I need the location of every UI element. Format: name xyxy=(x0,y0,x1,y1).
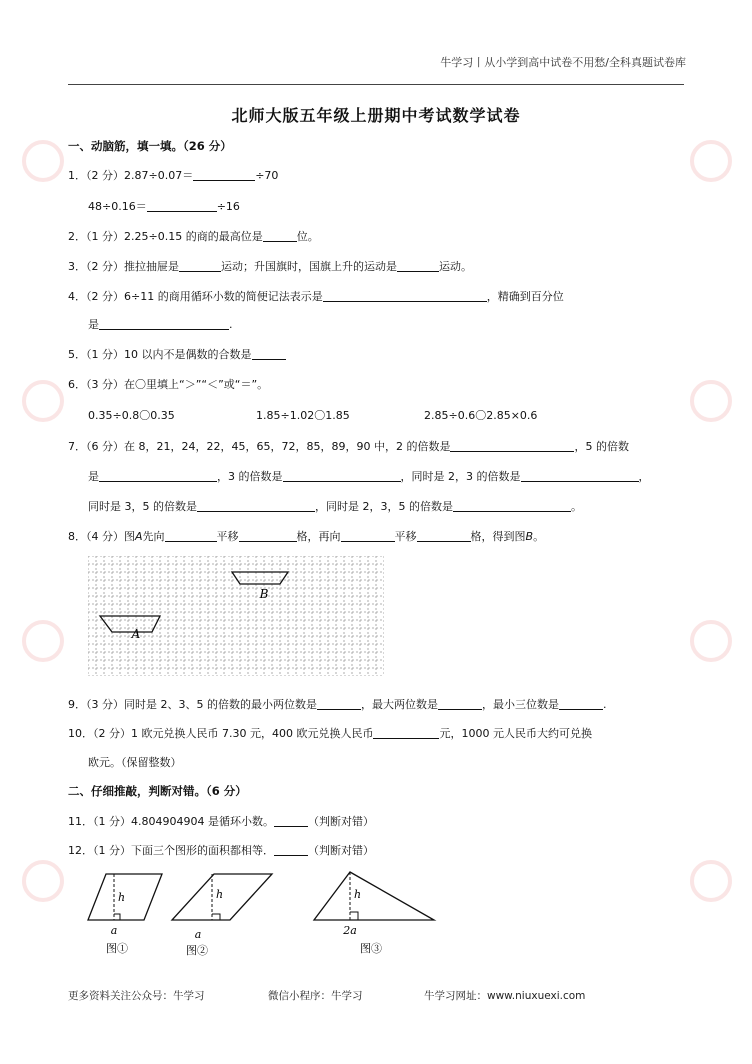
question-7-part4: ，3 的倍数是 xyxy=(217,470,283,483)
right-angle-mark-3 xyxy=(350,912,358,920)
section-heading-1: 一、动脑筋，填一填。（26 分） xyxy=(68,139,232,153)
question-8-part5: 平移 xyxy=(394,530,417,543)
answer-blank[interactable] xyxy=(274,814,308,827)
question-3 xyxy=(68,258,472,274)
question-3-part1: 3．（2 分）推拉抽屉是 xyxy=(68,260,179,273)
question-4-line2 xyxy=(88,316,233,332)
question-1a-left: 1．（2 分）2.87÷0.07＝ xyxy=(68,169,194,182)
question-10-line1 xyxy=(68,725,592,741)
question-7-line2 xyxy=(88,468,650,484)
question-5 xyxy=(68,346,286,362)
question-7-part3: 是 xyxy=(88,470,99,483)
question-2 xyxy=(68,228,319,244)
question-8-part4: 格，再向 xyxy=(296,530,341,543)
question-4-part4: . xyxy=(229,318,233,331)
question-6: 6．（3 分）在〇里填上“＞”“＜”或“＝”。 xyxy=(68,378,269,391)
question-6-compare-2: 1.85÷1.02〇1.85 xyxy=(256,409,350,422)
figure-a-ref: A xyxy=(135,530,143,543)
figure-a-label: A xyxy=(131,627,141,641)
watermark-logo xyxy=(690,620,732,662)
question-12 xyxy=(68,842,374,858)
question-1b-left: 48÷0.16＝ xyxy=(88,200,147,213)
watermark-logo xyxy=(22,380,64,422)
figure-b-ref: B xyxy=(525,530,534,543)
question-1a-right: ÷70 xyxy=(255,169,279,182)
question-5-text: 5．（1 分）10 以内不是偶数的合数是 xyxy=(68,348,252,361)
answer-blank[interactable] xyxy=(99,317,229,330)
watermark-logo xyxy=(690,140,732,182)
question-2-right: 位。 xyxy=(296,230,319,243)
trapezoid-a xyxy=(100,616,160,632)
answer-blank[interactable] xyxy=(197,499,315,512)
question-7-part7: 同时是 3，5 的倍数是 xyxy=(88,500,197,513)
answer-blank[interactable] xyxy=(165,529,217,542)
answer-blank[interactable] xyxy=(239,529,297,542)
watermark-logo xyxy=(22,620,64,662)
question-11 xyxy=(68,813,374,829)
answer-blank[interactable] xyxy=(147,199,217,212)
answer-blank[interactable] xyxy=(179,259,221,272)
watermark-logo xyxy=(22,140,64,182)
question-8-part3: 平移 xyxy=(216,530,239,543)
right-angle-mark-2 xyxy=(212,914,220,920)
question-8-part1: 8．（4 分）图 xyxy=(68,530,135,543)
area-figures xyxy=(84,864,444,960)
question-9-part3: ，最小三位数是 xyxy=(481,698,559,711)
question-6-compare-3: 2.85÷0.6〇2.85×0.6 xyxy=(424,409,538,422)
answer-blank[interactable] xyxy=(99,469,217,482)
question-11-left: 11．（1 分）4.804904904 是循环小数。 xyxy=(68,815,274,828)
answer-blank[interactable] xyxy=(317,697,361,710)
question-1b-right: ÷16 xyxy=(216,200,240,213)
figure-b-label: B xyxy=(259,587,269,601)
answer-blank[interactable] xyxy=(397,259,439,272)
question-7-part2: ，5 的倍数 xyxy=(574,440,629,453)
height-label-3: h xyxy=(354,888,362,901)
answer-blank[interactable] xyxy=(417,529,471,542)
question-9-part4: . xyxy=(602,698,607,711)
question-10-part1: 10．（2 分）1 欧元兑换人民币 7.30 元，400 欧元兑换人民币 xyxy=(68,727,374,740)
height-label-1: h xyxy=(118,891,126,904)
answer-blank[interactable] xyxy=(373,726,439,739)
height-label-2: h xyxy=(216,888,224,901)
watermark-logo xyxy=(690,380,732,422)
base-label-1: a xyxy=(110,924,118,937)
question-2-left: 2．（1 分）2.25÷0.15 的商的最高位是 xyxy=(68,230,263,243)
question-8-part7: 。 xyxy=(533,530,545,543)
question-7-part8: ，同时是 2，3，5 的倍数是 xyxy=(315,500,453,513)
base-label-2: a xyxy=(194,928,202,941)
question-9-part1: 9．（3 分）同时是 2、3、5 的倍数的最小两位数是 xyxy=(68,698,317,711)
answer-blank[interactable] xyxy=(283,469,401,482)
figure-caption-1: 图① xyxy=(106,942,128,955)
watermark-logo xyxy=(22,860,64,902)
question-1b xyxy=(88,198,240,214)
figure-caption-3: 图③ xyxy=(360,942,382,955)
figure-caption-2: 图② xyxy=(186,944,208,957)
question-4-line1 xyxy=(68,288,564,304)
question-8 xyxy=(68,528,544,544)
answer-blank[interactable] xyxy=(341,529,395,542)
answer-blank[interactable] xyxy=(193,168,255,181)
answer-blank[interactable] xyxy=(252,347,286,360)
footer-wechat-account: 更多资料关注公众号：牛学习 xyxy=(68,990,205,1002)
base-label-3: 2a xyxy=(343,924,357,937)
question-9-part2: ，最大两位数是 xyxy=(360,698,438,711)
question-10-part2: 元，1000 元人民币大约可兑换 xyxy=(439,727,592,740)
question-9 xyxy=(68,696,606,712)
header-brand: 牛学习丨从小学到高中试卷不用愁/全科真题试卷库 xyxy=(440,56,686,69)
right-angle-mark-1 xyxy=(114,914,120,920)
answer-blank[interactable] xyxy=(323,289,487,302)
question-10-line2: 欧元。（保留整数） xyxy=(88,756,182,769)
question-12-right: （判断对错） xyxy=(308,844,374,857)
answer-blank[interactable] xyxy=(274,843,308,856)
answer-blank[interactable] xyxy=(438,697,482,710)
answer-blank[interactable] xyxy=(453,499,571,512)
answer-blank[interactable] xyxy=(559,697,603,710)
question-8-part2: 先向 xyxy=(142,530,165,543)
question-7-part9: 。 xyxy=(571,500,582,513)
page-title: 北师大版五年级上册期中考试数学试卷 xyxy=(231,106,521,125)
translation-grid-figure xyxy=(88,556,384,676)
question-3-part3: 运动。 xyxy=(439,260,472,273)
question-7-line1 xyxy=(68,438,629,454)
answer-blank[interactable] xyxy=(450,439,574,452)
watermark-logo xyxy=(690,860,732,902)
question-8-part6: 格，得到图 xyxy=(470,530,526,543)
question-7-part1: 7．（6 分）在 8，21，24，22，45，65，72，85，89，90 中，2 的倍数是 xyxy=(68,440,451,453)
answer-blank[interactable] xyxy=(521,469,639,482)
question-7-part6: ， xyxy=(638,470,650,483)
answer-blank[interactable] xyxy=(263,229,297,242)
question-3-part2: 运动；升国旗时，国旗上升的运动是 xyxy=(221,260,397,273)
question-4-part2: ，精确到百分位 xyxy=(486,290,564,303)
question-11-right: （判断对错） xyxy=(307,815,374,828)
section-heading-2: 二、仔细推敲，判断对错。（6 分） xyxy=(68,784,247,798)
question-1a xyxy=(68,167,278,183)
question-7-line3 xyxy=(88,498,582,514)
question-4-part3: 是 xyxy=(88,318,99,331)
question-6-compare-1: 0.35÷0.8〇0.35 xyxy=(88,409,175,422)
question-4-part1: 4．（2 分）6÷11 的商用循环小数的简便记法表示是 xyxy=(68,290,323,303)
header-divider xyxy=(68,84,684,85)
question-7-part5: ，同时是 2，3 的倍数是 xyxy=(400,470,521,483)
footer-website[interactable]: 牛学习网址：www.niuxuexi.com xyxy=(424,990,586,1002)
question-12-left: 12．（1 分）下面三个图形的面积都相等． xyxy=(68,844,274,857)
triangle-3 xyxy=(314,872,434,920)
footer-mini-program: 微信小程序：牛学习 xyxy=(268,990,363,1002)
